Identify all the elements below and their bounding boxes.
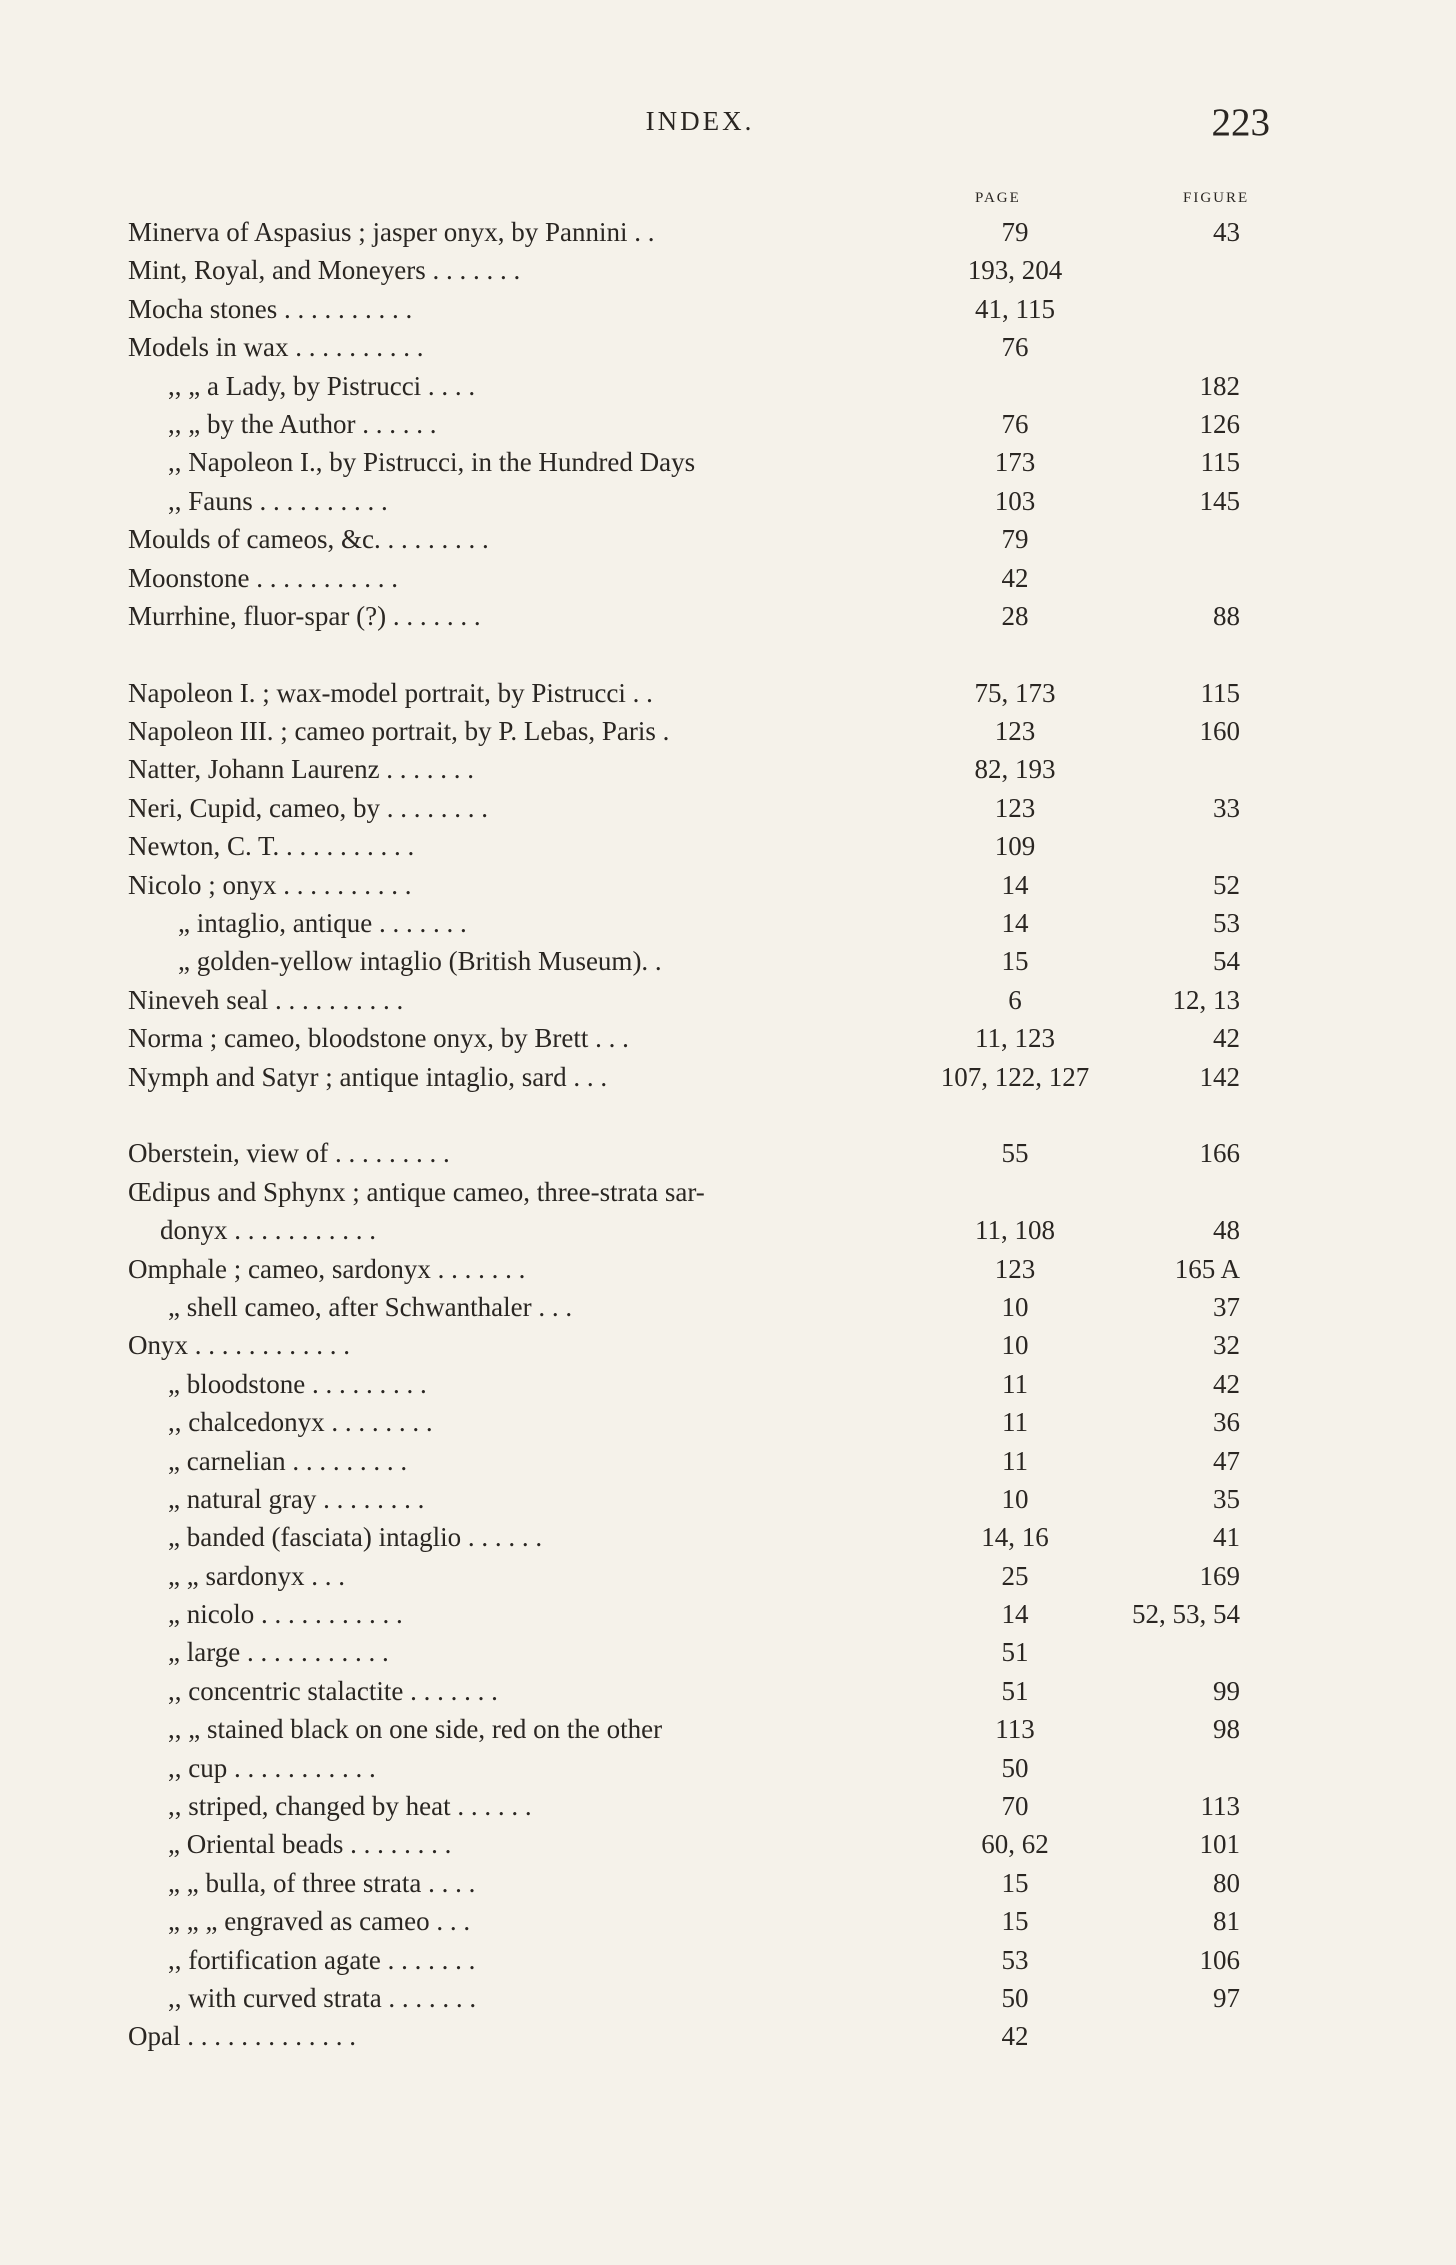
- index-entry: Omphale ; cameo, sardonyx . . . . . . .: [128, 1253, 526, 1284]
- page-reference: 50: [1001, 1982, 1029, 2013]
- page-reference: 113: [995, 1714, 1035, 1745]
- page-reference: 15: [1001, 1906, 1029, 1937]
- figure-reference: 52: [1213, 869, 1240, 900]
- index-entry: Opal . . . . . . . . . . . . .: [128, 2021, 356, 2052]
- page-reference: 123: [994, 716, 1036, 747]
- page-reference: 79: [1001, 217, 1029, 247]
- page-reference: 82, 193: [974, 754, 1056, 785]
- page-reference: 123: [994, 1253, 1036, 1284]
- index-entry: Œdipus and Sphynx ; antique cameo, three-strata sar-: [128, 1176, 705, 1207]
- figure-reference: 33: [1213, 792, 1240, 823]
- figure-reference: 54: [1213, 946, 1240, 977]
- index-row: [0, 1941, 1456, 1979]
- index-entry: Minerva of Aspasius ; jasper onyx, by Pannini . .: [128, 217, 655, 247]
- index-row: [0, 1288, 1456, 1326]
- page-reference: 60, 62: [981, 1829, 1049, 1860]
- figure-reference: 53: [1213, 908, 1240, 939]
- index-row: [0, 1326, 1456, 1364]
- page-reference: 75, 173: [974, 677, 1056, 708]
- index-row: [0, 1403, 1456, 1441]
- page-reference: 10: [1001, 1291, 1029, 1322]
- index-entry: Moulds of cameos, &c. . . . . . . . .: [128, 524, 489, 555]
- figure-reference: 97: [1213, 1982, 1240, 2013]
- index-row: [0, 827, 1456, 865]
- page-reference: 25: [1001, 1560, 1029, 1591]
- page-reference: 41, 115: [975, 293, 1055, 324]
- index-entry: „ „ bulla, of three strata . . . .: [168, 1867, 476, 1898]
- page-reference: 11: [1002, 1407, 1028, 1438]
- page-reference: 11, 108: [975, 1215, 1055, 1246]
- page-reference: 15: [1001, 1867, 1029, 1898]
- index-row: [0, 1518, 1456, 1556]
- figure-reference: 165 A: [1174, 1253, 1240, 1284]
- figure-reference: 169: [1199, 1560, 1240, 1591]
- index-entry: ,, striped, changed by heat . . . . . .: [168, 1791, 532, 1822]
- page-reference: 11: [1002, 1445, 1028, 1476]
- figure-reference: 88: [1213, 600, 1240, 631]
- page-reference: 193, 204: [967, 255, 1063, 286]
- page-reference: 14, 16: [981, 1522, 1049, 1553]
- figure-reference: 48: [1213, 1215, 1240, 1246]
- index-row: [0, 1710, 1456, 1748]
- index-row: [0, 1979, 1456, 2017]
- index-row: [0, 674, 1456, 712]
- page-reference: 14: [1001, 908, 1029, 939]
- figure-reference: 182: [1199, 370, 1240, 401]
- figure-reference: 37: [1213, 1291, 1240, 1322]
- index-entry: Mint, Royal, and Moneyers . . . . . . .: [128, 255, 521, 286]
- figure-reference: 41: [1213, 1522, 1240, 1553]
- index-entry: ,, Napoleon I., by Pistrucci, in the Hundred Days: [168, 447, 696, 478]
- index-entry: ,, cup . . . . . . . . . . .: [168, 1752, 376, 1783]
- index-row: [0, 520, 1456, 558]
- index-entry: „ nicolo . . . . . . . . . . .: [168, 1599, 403, 1630]
- index-entry: Mocha stones . . . . . . . . . .: [128, 293, 413, 324]
- index-row: [0, 559, 1456, 597]
- index-entry: Onyx . . . . . . . . . . . .: [128, 1330, 350, 1361]
- index-entry: Murrhine, fluor-spar (?) . . . . . . .: [128, 600, 481, 631]
- figure-reference: 32: [1213, 1330, 1240, 1361]
- page-reference: 14: [1001, 1599, 1029, 1630]
- figure-reference: 145: [1199, 485, 1240, 516]
- page-reference: 50: [1001, 1752, 1029, 1783]
- index-row: [0, 789, 1456, 827]
- index-entry: „ carnelian . . . . . . . . .: [168, 1445, 408, 1476]
- index-entry: Napoleon I. ; wax-model portrait, by Pistrucci . .: [128, 677, 653, 708]
- index-row: [0, 1442, 1456, 1480]
- index-entry: ,, chalcedonyx . . . . . . . .: [168, 1407, 433, 1438]
- index-row: [0, 1633, 1456, 1671]
- index-entry: „ Oriental beads . . . . . . . .: [168, 1829, 452, 1860]
- figure-reference: 142: [1199, 1061, 1240, 1092]
- index-row: [0, 1749, 1456, 1787]
- index-list: [0, 213, 1456, 2056]
- figure-reference: 12, 13: [1172, 984, 1240, 1015]
- page-reference: 42: [1001, 562, 1029, 593]
- index-entry: Nymph and Satyr ; antique intaglio, sard . . .: [128, 1061, 608, 1092]
- index-entry: „ „ „ engraved as cameo . . .: [168, 1906, 471, 1937]
- figure-reference: 160: [1199, 716, 1240, 747]
- index-row: [0, 1595, 1456, 1633]
- page-reference: 107, 122, 127: [940, 1061, 1090, 1092]
- index-entry: „ bloodstone . . . . . . . . .: [168, 1368, 427, 1399]
- running-head-title: INDEX.: [645, 106, 755, 136]
- index-row: [0, 1480, 1456, 1518]
- index-row: [0, 328, 1456, 366]
- page-reference: 76: [1001, 408, 1029, 439]
- page-column-header: PAGE: [975, 190, 1021, 206]
- page-reference: 10: [1001, 1483, 1029, 1514]
- page-reference: 53: [1001, 1944, 1029, 1975]
- index-entry: Napoleon III. ; cameo portrait, by P. Lebas, Paris .: [128, 716, 670, 747]
- page-number: 223: [1211, 101, 1270, 144]
- figure-reference: 80: [1213, 1867, 1240, 1898]
- index-entry: ,, with curved strata . . . . . . .: [168, 1982, 477, 2013]
- figure-reference: 101: [1199, 1829, 1240, 1860]
- page-reference: 51: [1001, 1675, 1029, 1706]
- index-row: [0, 251, 1456, 289]
- figure-reference: 115: [1200, 677, 1240, 708]
- page-reference: 109: [994, 831, 1036, 862]
- index-entry: ,, fortification agate . . . . . . .: [168, 1944, 476, 1975]
- index-entry: ,, Fauns . . . . . . . . . .: [168, 485, 388, 516]
- index-row: [0, 942, 1456, 980]
- index-row: [0, 1211, 1456, 1249]
- page-reference: 103: [994, 485, 1036, 516]
- figure-reference: 43: [1213, 217, 1240, 247]
- index-row: [0, 750, 1456, 788]
- figure-reference: 36: [1213, 1407, 1240, 1438]
- page-reference: 79: [1001, 524, 1029, 555]
- figure-reference: 35: [1213, 1483, 1240, 1514]
- page-reference: 10: [1001, 1330, 1029, 1361]
- page-reference: 51: [1001, 1637, 1029, 1668]
- index-row: [0, 367, 1456, 405]
- figure-reference: 126: [1199, 408, 1240, 439]
- index-entry: ,, „ a Lady, by Pistrucci . . . .: [168, 370, 476, 401]
- figure-reference: 42: [1213, 1023, 1240, 1054]
- page-reference: 14: [1001, 869, 1029, 900]
- figure-reference: 52, 53, 54: [1132, 1599, 1240, 1630]
- figure-reference: 98: [1213, 1714, 1240, 1745]
- page-reference: 11, 123: [975, 1023, 1055, 1054]
- figure-column-header: FIGURE: [1183, 190, 1250, 206]
- index-entry: Neri, Cupid, cameo, by . . . . . . . .: [128, 792, 488, 823]
- index-row: [0, 1557, 1456, 1595]
- index-entry: „ intaglio, antique . . . . . . .: [178, 908, 467, 939]
- index-entry: Natter, Johann Laurenz . . . . . . .: [128, 754, 475, 785]
- index-row: [0, 1058, 1456, 1096]
- page-reference: 11: [1002, 1368, 1028, 1399]
- column-headers: [0, 190, 1456, 214]
- page-reference: 173: [994, 447, 1036, 478]
- figure-reference: 113: [1200, 1791, 1240, 1822]
- section-gap: [0, 1096, 1456, 1134]
- index-row: [0, 1019, 1456, 1057]
- page-reference: 123: [994, 792, 1036, 823]
- index-entry: ,, concentric stalactite . . . . . . .: [168, 1675, 498, 1706]
- index-entry: Nicolo ; onyx . . . . . . . . . .: [128, 869, 412, 900]
- figure-reference: 106: [1199, 1944, 1240, 1975]
- figure-reference: 99: [1213, 1675, 1240, 1706]
- index-entry: Nineveh seal . . . . . . . . . .: [128, 984, 404, 1015]
- index-entry: „ natural gray . . . . . . . .: [168, 1483, 425, 1514]
- index-row: [0, 213, 1456, 251]
- index-entry: Oberstein, view of . . . . . . . . .: [128, 1138, 450, 1169]
- running-head: [0, 100, 1456, 150]
- section-gap: [0, 635, 1456, 673]
- index-entry: Norma ; cameo, bloodstone onyx, by Brett . . .: [128, 1023, 629, 1054]
- index-row: [0, 1365, 1456, 1403]
- index-entry: „ large . . . . . . . . . . .: [168, 1637, 389, 1668]
- index-entry: Moonstone . . . . . . . . . . .: [128, 562, 398, 593]
- figure-reference: 81: [1213, 1906, 1240, 1937]
- index-row: [0, 1134, 1456, 1172]
- index-row: [0, 1825, 1456, 1863]
- index-entry: „ golden-yellow intaglio (British Museum). .: [178, 946, 662, 977]
- index-row: [0, 1173, 1456, 1211]
- index-row: [0, 597, 1456, 635]
- page-reference: 28: [1001, 600, 1029, 631]
- index-row: [0, 1864, 1456, 1902]
- index-entry: „ shell cameo, after Schwanthaler . . .: [168, 1291, 573, 1322]
- index-row: [0, 405, 1456, 443]
- index-row: [0, 866, 1456, 904]
- index-row: [0, 2017, 1456, 2055]
- page-reference: 70: [1001, 1791, 1029, 1822]
- index-entry: „ „ sardonyx . . .: [168, 1560, 345, 1591]
- index-entry: „ banded (fasciata) intaglio . . . . . .: [168, 1522, 543, 1553]
- index-row: [0, 1902, 1456, 1940]
- index-row: [0, 1250, 1456, 1288]
- figure-reference: 115: [1200, 447, 1240, 478]
- index-entry: Models in wax . . . . . . . . . .: [128, 332, 424, 363]
- index-row: [0, 290, 1456, 328]
- index-entry: ,, „ by the Author . . . . . .: [168, 408, 437, 439]
- page-reference: 15: [1001, 946, 1029, 977]
- figure-reference: 166: [1199, 1138, 1240, 1169]
- index-entry: Newton, C. T. . . . . . . . . . .: [128, 831, 415, 862]
- index-row: [0, 1672, 1456, 1710]
- index-row: [0, 482, 1456, 520]
- index-entry: donyx . . . . . . . . . . .: [160, 1215, 376, 1246]
- index-row: [0, 712, 1456, 750]
- index-row: [0, 1787, 1456, 1825]
- index-row: [0, 981, 1456, 1019]
- page-reference: 42: [1001, 2021, 1029, 2052]
- page-reference: 76: [1001, 332, 1029, 363]
- index-row: [0, 443, 1456, 481]
- figure-reference: 47: [1213, 1445, 1240, 1476]
- index-entry: ,, „ stained black on one side, red on the other: [168, 1714, 663, 1745]
- figure-reference: 42: [1213, 1368, 1240, 1399]
- page-reference: 55: [1001, 1138, 1029, 1169]
- page-reference: 6: [1008, 984, 1022, 1015]
- index-row: [0, 904, 1456, 942]
